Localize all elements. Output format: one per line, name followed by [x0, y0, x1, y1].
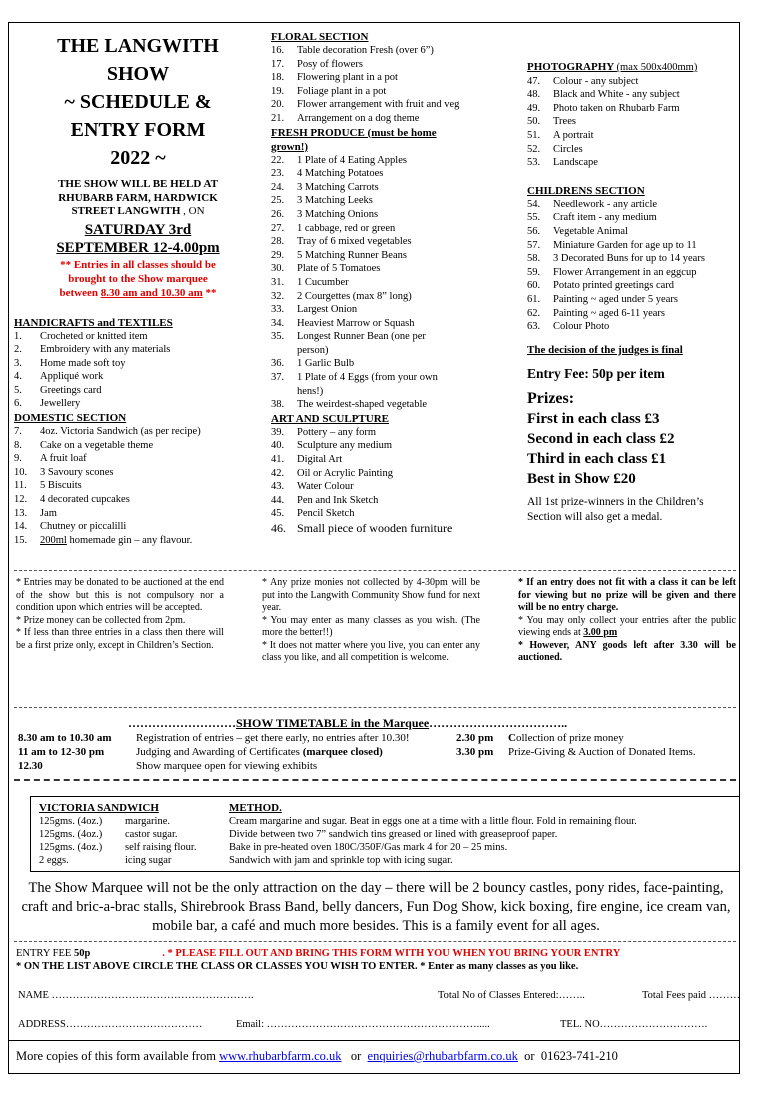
list-item[interactable]: 32. 2 Courgettes (max 8” long): [271, 290, 412, 302]
list-item[interactable]: 46. Small piece of wooden furniture: [271, 521, 453, 535]
floral-list: [271, 44, 489, 126]
total-fees-field[interactable]: Total Fees paid ………: [642, 990, 741, 1001]
method-title: METHOD.: [229, 802, 282, 814]
list-item[interactable]: 16. Table decoration Fresh (over 6”): [271, 45, 434, 56]
list-item[interactable]: 38. The weirdest-shaped vegetable: [271, 399, 428, 411]
list-item[interactable]: 13. Jam: [14, 507, 57, 519]
timetable-row: 2.30 pm Collection of prize money: [456, 732, 624, 744]
list-item[interactable]: 37. 1 Plate of 4 Eggs (from your own: [271, 372, 438, 384]
list-item[interactable]: 40. Sculpture any medium: [271, 440, 393, 452]
note: * Any prize monies not collected by 4-30pm will be put into the Langwith Community Show fund for next year.: [262, 577, 480, 613]
list-item[interactable]: hens!): [297, 385, 324, 397]
prize-first: First in each class £3: [527, 410, 660, 427]
floral-title: FLORAL SECTION: [271, 31, 369, 43]
domestic-list: [14, 425, 262, 534]
list-item[interactable]: 42. Oil or Acrylic Painting: [271, 467, 393, 479]
note: * You may enter as many classes as you wish. (The more the better!!): [262, 614, 480, 638]
list-item[interactable]: 54. Needlework - any article: [527, 198, 658, 210]
childrens-title: CHILDRENS SECTION: [527, 184, 645, 197]
list-item[interactable]: 23. 4 Matching Potatoes: [271, 168, 384, 180]
list-item[interactable]: 12. 4 decorated cupcakes: [14, 494, 130, 506]
divider: [9, 1040, 739, 1041]
produce-title-2: grown!): [271, 140, 309, 153]
held-at-line-1: THE SHOW WILL BE HELD AT: [58, 178, 218, 190]
ingredient: 125gms. (4oz.) castor sugar.: [39, 829, 178, 840]
email-link[interactable]: enquiries@rhubarbfarm.co.uk: [367, 1049, 518, 1063]
prize-third: Third in each class £1: [527, 450, 667, 467]
list-item[interactable]: 44. Pen and Ink Sketch: [271, 494, 379, 506]
entries-note-1: ** Entries in all classes should be: [60, 258, 216, 271]
method-step: Sandwich with jam and sprinkle top with icing sugar.: [229, 855, 453, 866]
prizes-title: Prizes:: [527, 389, 575, 407]
list-item[interactable]: 29. 5 Matching Runner Beans: [271, 249, 407, 261]
method-step: Divide between two 7” sandwich tins greased or lined with greaseproof paper.: [229, 829, 558, 840]
title-line: SHOW: [106, 63, 170, 85]
list-item[interactable]: 58. 3 Decorated Buns for up to 14 years: [527, 253, 705, 265]
middle-column: [271, 30, 489, 536]
list-item[interactable]: 48. Black and White - any subject: [527, 89, 680, 101]
show-title: [14, 32, 262, 172]
method-step: Cream margarine and sugar. Beat in eggs one at a time with a little flour. Fold in remaining flour.: [229, 816, 637, 827]
note: * Entries may be donated to be auctioned at the end of the show but this is not compulsory nor a condition upon which entries will be accepted.: [16, 577, 224, 613]
list-item[interactable]: 28. Tray of 6 mixed vegetables: [271, 236, 412, 248]
note: * If an entry does not fit with a class it can be left for viewing but no prize will be given and there will be no entry charge.: [518, 577, 736, 613]
list-item[interactable]: 62. Painting ~ aged 6-11 years: [527, 307, 666, 319]
notes-column-1: [16, 577, 224, 652]
list-item[interactable]: 4. Appliqué work: [14, 371, 104, 383]
list-item[interactable]: 5. Greetings card: [14, 384, 102, 396]
list-item[interactable]: 18. Flowering plant in a pot: [271, 72, 398, 84]
name-field[interactable]: NAME ………………………………………………….: [18, 990, 254, 1001]
entry-fee: Entry Fee: 50p per item: [527, 365, 665, 381]
entries-note-2: brought to the Show marquee: [68, 272, 208, 285]
timetable-row: 11 am to 12-30 pm Judging and Awarding of Certificates (marquee closed): [18, 746, 383, 758]
footer: More copies of this form available from www.rhubarbfarm.co.uk or enquiries@rhubarbfarm.co.uk or 01623-741-210: [16, 1049, 618, 1063]
list-item[interactable]: 50. Trees: [527, 116, 576, 128]
notes-column-3: [518, 577, 736, 665]
title-line: ENTRY FORM: [70, 119, 206, 141]
divider: [14, 779, 736, 781]
list-item[interactable]: 39. Pottery – any form: [271, 426, 377, 438]
list-item[interactable]: person): [297, 344, 329, 356]
list-item[interactable]: 49. Photo taken on Rhubarb Farm: [527, 102, 680, 114]
prize-best: Best in Show £20: [527, 470, 636, 487]
held-at-line-3: STREET LANGWITH , ON: [71, 205, 205, 217]
title-line: THE LANGWITH: [57, 35, 219, 57]
title-line: ~ SCHEDULE &: [64, 91, 212, 113]
list-item[interactable]: 8. Cake on a vegetable theme: [14, 439, 154, 451]
list-item[interactable]: 11. 5 Biscuits: [14, 480, 82, 492]
medal-note: All 1st prize-winners in the Children’s Section will also get a medal.: [527, 495, 704, 523]
list-item[interactable]: 56. Vegetable Animal: [527, 225, 628, 237]
recipe-method: [229, 801, 734, 867]
produce-list: [271, 154, 489, 412]
recipe-title: VICTORIA SANDWICH: [39, 802, 159, 814]
list-item[interactable]: 19. Foliage plant in a pot: [271, 85, 387, 97]
list-item[interactable]: 7. 4oz. Victoria Sandwich (as per recipe): [14, 426, 201, 438]
timetable-row: 12.30 Show marquee open for viewing exhibits: [18, 760, 318, 772]
list-item[interactable]: 3. Home made soft toy: [14, 357, 126, 369]
list-item[interactable]: 17. Posy of flowers: [271, 58, 363, 70]
list-item[interactable]: 47. Colour - any subject: [527, 75, 639, 87]
show-date: SATURDAY 3rd: [84, 221, 192, 238]
divider: [14, 941, 736, 942]
list-item[interactable]: 59. Flower Arrangement in an eggcup: [527, 266, 697, 278]
tel-field[interactable]: TEL. NO………………………….: [560, 1019, 708, 1030]
website-link[interactable]: www.rhubarbfarm.co.uk: [219, 1049, 342, 1063]
list-item[interactable]: 22. 1 Plate of 4 Eating Apples: [271, 154, 407, 166]
list-item[interactable]: 45. Pencil Sketch: [271, 508, 355, 520]
judges-note: The decision of the judges is final: [527, 343, 683, 356]
ingredient: 125gms. (4oz.) margarine.: [39, 816, 170, 827]
timetable-title: ………………………SHOW TIMETABLE in the Marquee……………………………..: [128, 716, 568, 730]
note: * If less than three entries in a class then there will be a first prize only, except in Children’s Section.: [16, 627, 224, 651]
list-item[interactable]: 20. Flower arrangement with fruit and veg: [271, 99, 460, 111]
timetable-right: [456, 731, 736, 759]
list-item[interactable]: 55. Craft item - any medium: [527, 212, 657, 224]
ingredient: 125gms. (4oz.) self raising flour.: [39, 842, 197, 853]
list-item[interactable]: 60. Potato printed greetings card: [527, 280, 675, 292]
list-item[interactable]: 2. Embroidery with any materials: [14, 344, 171, 356]
list-item[interactable]: 21. Arrangement on a dog theme: [271, 112, 420, 124]
list-item[interactable]: 36. 1 Garlic Bulb: [271, 358, 355, 370]
list-item[interactable]: 14. Chutney or piccalilli: [14, 521, 127, 533]
phone-number: 01623-741-210: [540, 1049, 618, 1063]
list-item[interactable]: 41. Digital Art: [271, 454, 343, 466]
ingredient: 2 eggs. icing sugar: [39, 855, 172, 866]
list-item[interactable]: 53. Landscape: [527, 157, 598, 169]
photography-title: PHOTOGRAPHY (max 500x400mm): [527, 61, 698, 73]
childrens-list: [527, 198, 737, 334]
handicrafts-list: [14, 330, 262, 412]
domestic-title: DOMESTIC SECTION: [14, 412, 127, 425]
prize-second: Second in each class £2: [527, 430, 675, 447]
total-classes-field[interactable]: Total No of Classes Entered:……..: [438, 990, 585, 1001]
photography-list: [527, 75, 737, 170]
note: * It does not matter where you live, you can enter any class you like, and all competition is welcome.: [262, 639, 480, 663]
timetable-row: 3.30 pm Prize-Giving & Auction of Donated Items.: [456, 746, 696, 758]
list-item[interactable]: 15. 200ml homemade gin – any flavour.: [14, 534, 193, 546]
timetable-left: [18, 731, 478, 773]
list-item[interactable]: 10. 3 Savoury scones: [14, 466, 114, 478]
list-item[interactable]: 30. Plate of 5 Tomatoes: [271, 263, 381, 275]
held-at-line-2: RHUBARB FARM, HARDWICK: [58, 191, 218, 204]
address-field[interactable]: ADDRESS…………………………………: [18, 1019, 203, 1030]
list-item[interactable]: 63. Colour Photo: [527, 321, 610, 333]
list-item[interactable]: 57. Miniature Garden for age up to 11: [527, 239, 697, 251]
circle-note: * ON THE LIST ABOVE CIRCLE THE CLASS OR CLASSES YOU WISH TO ENTER. * Enter as many classes as you like.: [16, 961, 579, 972]
recipe-ingredients: [39, 801, 229, 867]
method-step: Bake in pre-heated oven 180C/350F/Gas mark 4 for 20 – 25 mins.: [229, 842, 508, 853]
handicrafts-title: HANDICRAFTS and TEXTILES: [14, 316, 173, 329]
recipe-box: [30, 796, 740, 872]
note: * Prize money can be collected from 2pm.: [16, 614, 186, 626]
list-item[interactable]: 31. 1 Cucumber: [271, 276, 349, 288]
divider: [14, 707, 736, 708]
art-title: ART AND SCULPTURE: [271, 412, 389, 425]
divider: [14, 570, 736, 571]
title-line: 2022 ~: [110, 147, 166, 169]
list-item[interactable]: 6. Jewellery: [14, 398, 81, 410]
list-item[interactable]: 51. A portrait: [527, 129, 594, 141]
list-item[interactable]: 25. 3 Matching Leeks: [271, 195, 373, 207]
entries-note-3: between 8.30 am and 10.30 am **: [59, 286, 217, 299]
art-list: [271, 426, 489, 521]
produce-title-1: FRESH PRODUCE (must be home: [271, 126, 437, 139]
right-column: [527, 60, 737, 525]
list-item[interactable]: 43. Water Colour: [271, 481, 354, 493]
list-item[interactable]: 26. 3 Matching Onions: [271, 208, 379, 220]
show-time: SEPTEMBER 12-4.00pm: [56, 239, 220, 256]
list-item[interactable]: 52. Circles: [527, 143, 583, 155]
list-item[interactable]: 34. Heaviest Marrow or Squash: [271, 317, 415, 329]
timetable-row: 8.30 am to 10.30 am Registration of entries – get there early, no entries after 10.30!: [18, 732, 410, 744]
notes-column-2: [262, 577, 480, 665]
note: * You may only collect your entries after the public viewing ends at 3.00 pm: [518, 614, 736, 638]
list-item[interactable]: 27. 1 cabbage, red or green: [271, 222, 396, 234]
list-item[interactable]: 1. Crocheted or knitted item: [14, 330, 148, 342]
entry-form-header: ENTRY FEE 50p . * PLEASE FILL OUT AND BRING THIS FORM WITH YOU WHEN YOU BRING YOUR ENTRY * ON THE LIST ABOVE CIRCLE THE CLASS OR CLASSES YOU WISH TO ENTER. * Enter as many classes as you like.: [16, 947, 736, 973]
note: * However, ANY goods left after 3.30 will be auctioned.: [518, 639, 736, 663]
left-column: [14, 32, 262, 547]
attractions-text: The Show Marquee will not be the only attraction on the day – there will be 2 bouncy castles, pony rides, face-painting, craft and bric-a-brac stalls, Shirebrook Brass Band, belly dancers, Fun Dog Show, kick boxing, fire engine, ice cream van, mobile bar, a café and much more besides. This is a family event for all ages.: [21, 880, 731, 934]
list-item[interactable]: 33. Largest Onion: [271, 304, 358, 316]
email-field[interactable]: Email: …………………………………………………….....: [236, 1019, 490, 1030]
list-item[interactable]: 35. Longest Runner Bean (one per: [271, 331, 426, 343]
list-item[interactable]: 61. Painting ~ aged under 5 years: [527, 293, 678, 305]
list-item[interactable]: 9. A fruit loaf: [14, 453, 87, 465]
list-item[interactable]: 24. 3 Matching Carrots: [271, 181, 379, 193]
